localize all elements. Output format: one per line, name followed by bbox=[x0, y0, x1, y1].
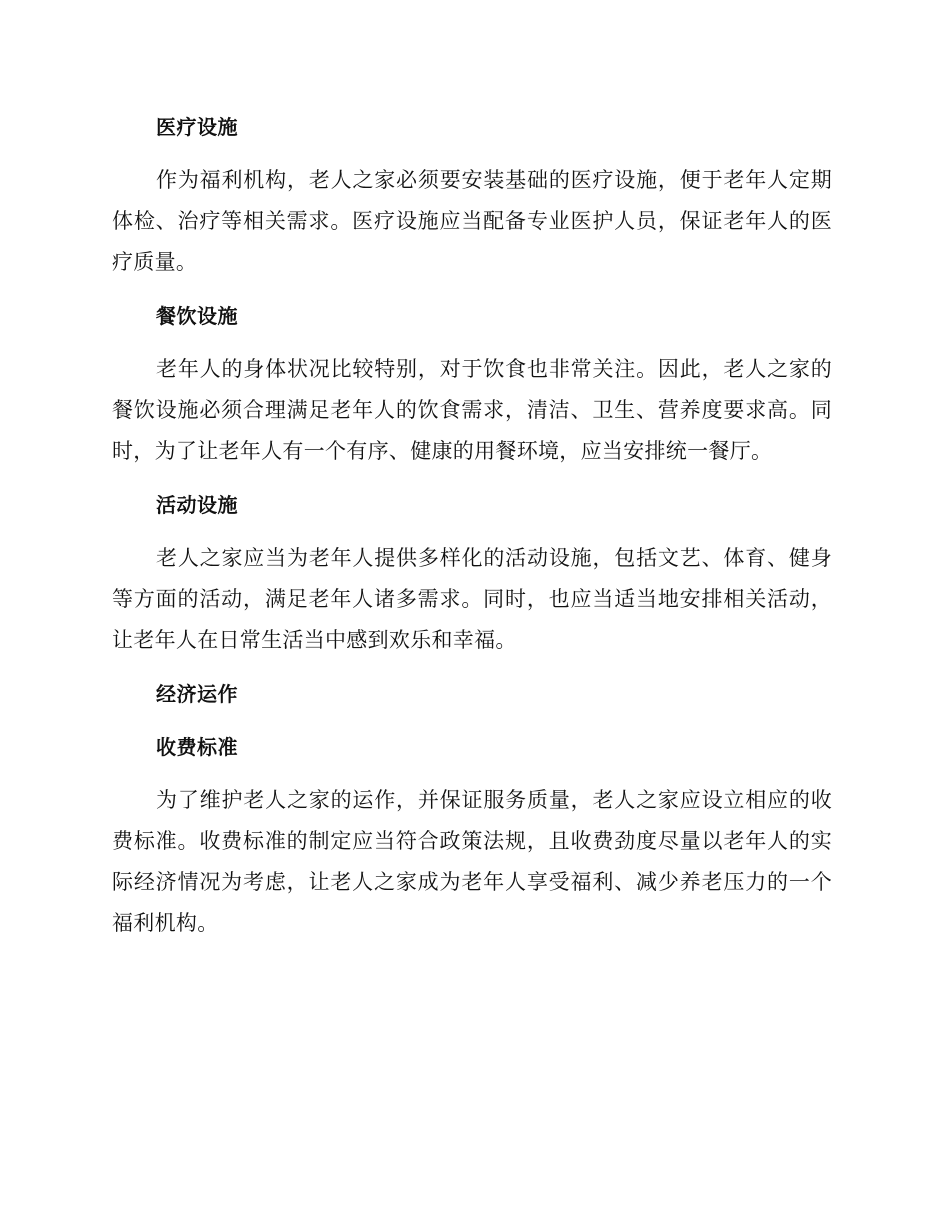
section-paragraph-activities: 老人之家应当为老年人提供多样化的活动设施，包括文艺、体育、健身等方面的活动，满足老年人诸多需求。同时，也应当适当地安排相关活动，让老年人在日常生活当中感到欢乐和幸福。 bbox=[112, 546, 832, 652]
section-paragraph-medical: 作为福利机构，老人之家必须要安装基础的医疗设施，便于老年人定期体检、治疗等相关需求。医疗设施应当配备专业医护人员，保证老年人的医疗质量。 bbox=[112, 168, 832, 274]
section-heading-dining: 餐饮设施 bbox=[156, 304, 238, 328]
section-heading-economic-operation: 经济运作 bbox=[156, 682, 238, 706]
section-heading-fee-standard: 收费标准 bbox=[156, 735, 238, 759]
section-paragraph-dining: 老年人的身体状况比较特别，对于饮食也非常关注。因此，老人之家的餐饮设施必须合理满足老年人的饮食需求，清洁、卫生、营养度要求高。同时，为了让老年人有一个有序、健康的用餐环境，应当安排统一餐厅。 bbox=[112, 357, 832, 463]
section-heading-medical: 医疗设施 bbox=[156, 115, 238, 139]
section-paragraph-fee-standard: 为了维护老人之家的运作，并保证服务质量，老人之家应设立相应的收费标准。收费标准的制定应当符合政策法规，且收费劲度尽量以老年人的实际经济情况为考虑，让老人之家成为老年人享受福利、减少养老压力的一个福利机构。 bbox=[112, 788, 832, 935]
document-body bbox=[112, 107, 832, 944]
section-heading-activities: 活动设施 bbox=[156, 493, 238, 517]
